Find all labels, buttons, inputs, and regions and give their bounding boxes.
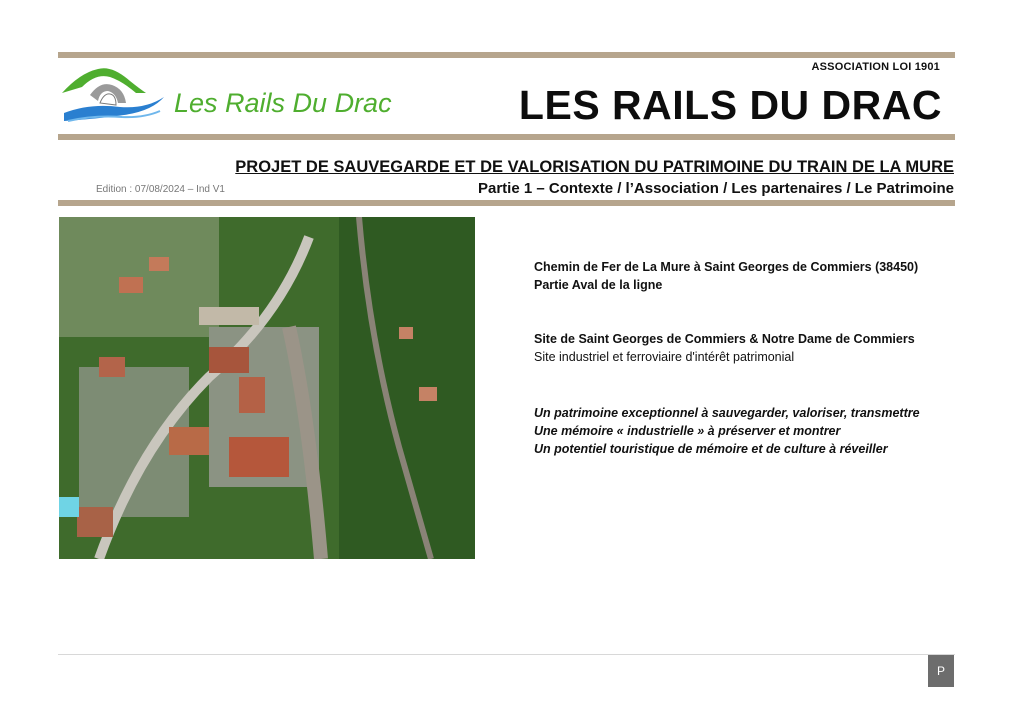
- edition-label: Edition : 07/08/2024 – Ind V1: [96, 184, 225, 195]
- association-label: ASSOCIATION LOI 1901: [811, 61, 940, 73]
- subheader-divider: [58, 200, 955, 206]
- part-title: Partie 1 – Contexte / l’Association / Les partenaires / Le Patrimoine: [478, 180, 954, 197]
- project-title: PROJET DE SAUVEGARDE ET DE VALORISATION DU PATRIMOINE DU TRAIN DE LA MURE: [235, 158, 954, 176]
- content-block-goals: [534, 404, 920, 458]
- page-button[interactable]: P: [928, 655, 954, 687]
- site-title: Site de Saint Georges de Commiers & Notre Dame de Commiers: [534, 332, 915, 346]
- header-divider: [58, 134, 955, 140]
- logo-text: Les Rails Du Drac: [174, 88, 392, 118]
- goal-3: Un potentiel touristique de mémoire et de culture à réveiller: [534, 442, 888, 456]
- content-block-line: [534, 258, 918, 294]
- content-block-site: [534, 330, 915, 366]
- goal-2: Une mémoire « industrielle » à préserver et montrer: [534, 424, 841, 438]
- page-title: LES RAILS DU DRAC: [518, 82, 942, 128]
- aerial-photo: [59, 217, 475, 559]
- site-description: Site industriel et ferroviaire d'intérêt patrimonial: [534, 350, 795, 364]
- goal-1: Un patrimoine exceptionnel à sauvegarder, valoriser, transmettre: [534, 406, 920, 420]
- mountain-tunnel-logo-icon: [60, 63, 168, 127]
- line-subtitle: Partie Aval de la ligne: [534, 278, 663, 292]
- line-title: Chemin de Fer de La Mure à Saint Georges de Commiers (38450): [534, 260, 919, 274]
- top-divider: [58, 52, 955, 58]
- footer-divider: [58, 654, 955, 655]
